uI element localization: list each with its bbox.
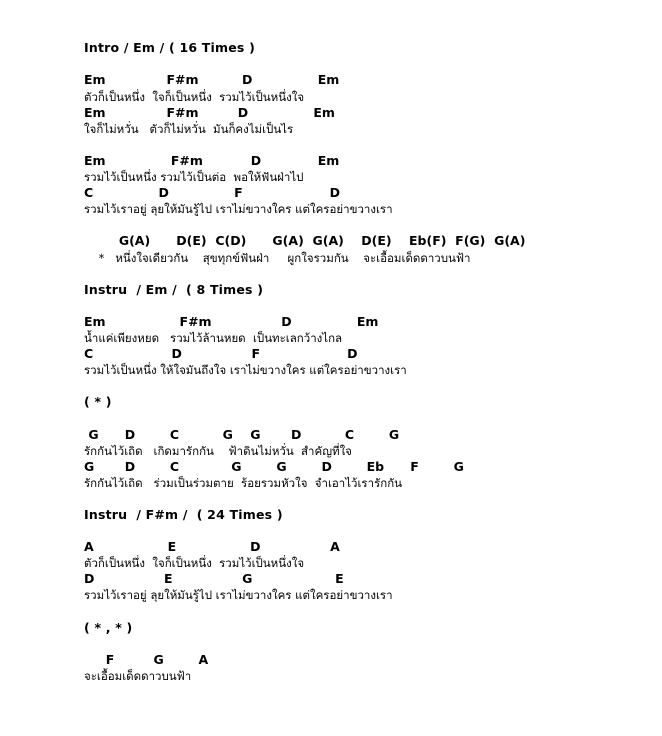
verse1-chords-line-2: Em F#m D Em (84, 105, 335, 120)
repeat-marker-2: ( * , * ) (84, 620, 133, 635)
repeat-marker-1: ( * ) (84, 394, 112, 409)
verse1-lyrics-line-2: ใจก็ไม่หวั่น ตัวก็ไม่หวั่น มันก็คงไม่เป็นไร (84, 122, 294, 136)
verse3-lyrics-line-2: รวมไว้เป็นหนึ่ง ให้ใจมันถึงใจ เราไม่ขวางใคร แต่ใครอย่าขวางเรา (84, 363, 407, 377)
chorus-chords: G(A) D(E) C(D) G(A) G(A) D(E) Eb(F) F(G) G(A) (84, 233, 526, 248)
verse2-lyrics-line-1: รวมไว้เป็นหนึ่ง รวมไว้เป็นต่อ พอให้ฟันฝ่าไป (84, 170, 304, 184)
verse2-chords-line-1: Em F#m D Em (84, 153, 340, 168)
verse3-chords-line-1: Em F#m D Em (84, 314, 379, 329)
instru1-heading: Instru / Em / ( 8 Times ) (84, 282, 264, 297)
verse4-lyrics-line-2: รวมไว้เราอยู่ ลุยให้มันรู้ไป เราไม่ขวางใคร แต่ใครอย่าขวางเรา (84, 588, 393, 602)
verse3-lyrics-line-1: น้ำแค่เพียงหยด รวมไว้ล้านหยด เป็นทะเลกว้างไกล (84, 331, 343, 345)
verse2-chords-line-2: C D F D (84, 185, 341, 200)
intro-heading: Intro / Em / ( 16 Times ) (84, 40, 256, 55)
outro-lyrics: จะเอื้อมเด็ดดาวบนฟ้า (84, 669, 192, 683)
instru2-heading: Instru / F#m / ( 24 Times ) (84, 507, 283, 522)
bridge-lyrics-line-1: รักกันไว้เถิด เกิดมารักกัน ฟ้าดินไม่หวั่น สำคัญที่ใจ (84, 444, 352, 458)
verse4-chords-line-2: D E G E (84, 571, 344, 586)
verse3-chords-line-2: C D F D (84, 346, 358, 361)
bridge-chords-line-2: G D C G G D Eb F G (84, 459, 464, 474)
verse1-lyrics-line-1: ตัวก็เป็นหนึ่ง ใจก็เป็นหนึ่ง รวมไว้เป็นหนึ่งใจ (84, 90, 305, 104)
verse2-lyrics-line-2: รวมไว้เราอยู่ ลุยให้มันรู้ไป เราไม่ขวางใคร แต่ใครอย่าขวางเรา (84, 202, 393, 216)
verse4-lyrics-line-1: ตัวก็เป็นหนึ่ง ใจก็เป็นหนึ่ง รวมไว้เป็นหนึ่งใจ (84, 556, 305, 570)
bridge-chords-line-1: G D C G G D C G (84, 427, 400, 442)
bridge-lyrics-line-2: รักกันไว้เถิด ร่วมเป็นร่วมตาย ร้อยรวมหัวใจ จำเอาไว้เรารักกัน (84, 476, 403, 490)
outro-chords: F G A (84, 652, 209, 667)
verse4-chords-line-1: A E D A (84, 539, 340, 554)
verse1-chords-line-1: Em F#m D Em (84, 72, 340, 87)
chorus-lyrics: * หนึ่งใจเดียวกัน สุขทุกข์ฟันฝ่า ผูกใจรวมกัน จะเอื้อมเด็ดดาวบนฟ้า (84, 251, 471, 265)
